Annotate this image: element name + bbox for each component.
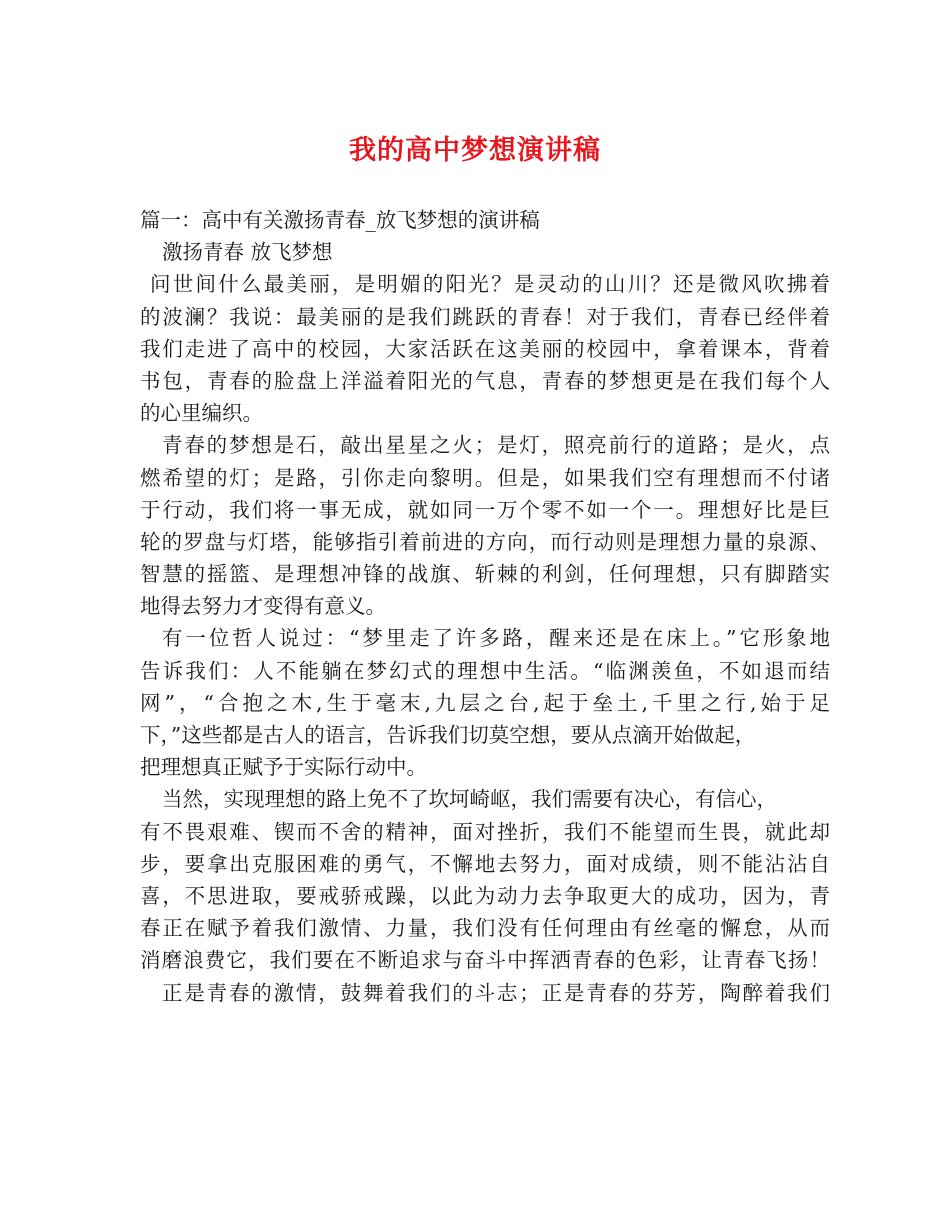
paragraph-line: 把理想真正赋予于实际行动中。 xyxy=(140,755,427,780)
paragraph-line: 步，要拿出克服困难的勇气，不懈地去努力，面对成绩，则不能沾沾自 xyxy=(140,851,830,876)
paragraph-line: 轮的罗盘与灯塔，能够指引着前进的方向，而行动则是理想力量的泉源、 xyxy=(140,529,830,554)
section-heading: 篇一：高中有关激扬青春_放飞梦想的演讲稿 xyxy=(140,208,540,232)
paragraph-line: 智慧的摇篮、是理想冲锋的战旗、斩棘的利剑，任何理想，只有脚踏实 xyxy=(140,562,830,587)
paragraph-line: 网”，“合抱之木,生于毫末,九层之台,起于垒土,千里之行,始于足 xyxy=(140,690,830,715)
paragraph-line: 喜，不思进取，要戒骄戒躁，以此为动力去争取更大的成功，因为，青 xyxy=(140,883,830,908)
paragraph-line: 燃希望的灯；是路，引你走向黎明。但是，如果我们空有理想而不付诸 xyxy=(140,465,830,490)
document-body xyxy=(140,204,830,1009)
paragraph-line: 正是青春的激情，鼓舞着我们的斗志；正是青春的芬芳，陶醉着我们 xyxy=(162,980,830,1005)
paragraph-line: 消磨浪费它，我们要在不断追求与奋斗中挥洒青春的色彩，让青春飞扬！ xyxy=(140,948,830,973)
paragraph-line: 地得去努力才变得有意义。 xyxy=(140,594,386,619)
paragraph-line: 下，”这些都是古人的语言，告诉我们切莫空想，要从点滴开始做起， xyxy=(140,723,756,747)
paragraph-line: 青春的梦想是石，敲出星星之火；是灯，照亮前行的道路；是火，点 xyxy=(162,433,830,458)
paragraph-line: 书包，青春的脸盘上洋溢着阳光的气息，青春的梦想更是在我们每个人 xyxy=(140,368,830,393)
paragraph-line: 于行动，我们将一事无成，就如同一万个零不如一个一。理想好比是巨 xyxy=(140,497,830,522)
paragraph-line: 有不畏艰难、锲而不舍的精神，面对挫折，我们不能望而生畏，就此却 xyxy=(140,819,830,844)
paragraph-line: 春正在赋予着我们激情、力量，我们没有任何理由有丝毫的懈怠，从而 xyxy=(140,916,830,941)
speech-title: 激扬青春 放飞梦想 xyxy=(162,240,333,265)
document-title: 我的高中梦想演讲稿 xyxy=(349,135,601,166)
paragraph-line: 我们走进了高中的校园，大家活跃在这美丽的校园中，拿着课本，背着 xyxy=(140,336,830,361)
paragraph-line: 告诉我们：人不能躺在梦幻式的理想中生活。“临渊羡鱼，不如退而结 xyxy=(140,658,830,683)
paragraph-line: 的波澜？我说：最美丽的是我们跳跃的青春！对于我们，青春已经伴着 xyxy=(140,304,830,329)
paragraph-line: 问世间什么最美丽，是明媚的阳光？是灵动的山川？还是微风吹拂着 xyxy=(150,272,830,297)
paragraph-line: 当然，实现理想的路上免不了坎坷崎岖，我们需要有决心，有信心， xyxy=(162,787,777,812)
paragraph-line: 的心里编织。 xyxy=(140,401,263,426)
paragraph-line: 有一位哲人说过：“梦里走了许多路，醒来还是在床上。”它形象地 xyxy=(162,626,830,651)
